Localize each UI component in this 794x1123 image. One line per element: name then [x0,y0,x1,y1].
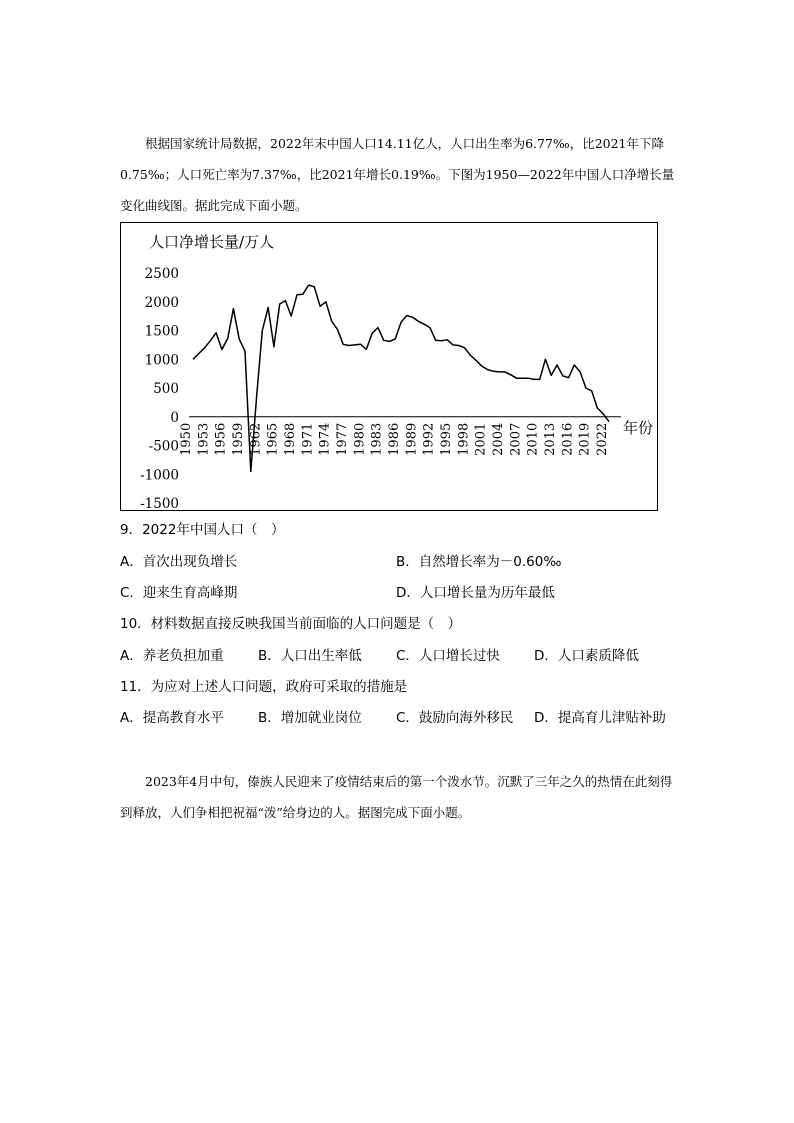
intro-text-2: 2023年4月中旬，傣族人民迎来了疫情结束后的第一个泼水节。沉默了三年之久的热情在此刻得到释放，人们争相把祝福“泼”给身边的人。据图完成下面小题。 [120,774,673,820]
q9-stem: 9．2022年中国人口（ ） [120,522,285,538]
x-tick-label: 1977 [335,422,350,456]
q9-option-a[interactable]: A．首次出现负增长 [120,554,238,570]
x-tick-label: 1959 [231,422,246,456]
q9-option-b[interactable]: B．自然增长率为－0.60‰ [396,554,562,570]
x-tick-label: 1956 [213,422,229,456]
x-tick-label: 2007 [508,422,524,456]
x-tick-label: 2010 [525,422,541,456]
y-tick-label: 2000 [144,294,179,311]
population-chart [120,222,658,511]
x-tick-label: 2016 [560,422,576,456]
x-tick-label: 1983 [369,422,385,456]
x-axis-title: 年份 [623,418,654,437]
x-tick-label: 2013 [543,422,558,456]
y-tick-label: 0 [170,409,179,426]
q11-option-d[interactable]: D．提高育儿津贴补助 [534,710,666,726]
q11-option-c[interactable]: C．鼓励向海外移民 [396,710,514,726]
y-tick-label: 2500 [144,266,179,282]
x-tick-label: 1992 [421,422,437,456]
y-tick-label: -1500 [140,496,179,512]
y-tick-label: 1500 [144,323,179,340]
x-tick-label: 1974 [317,422,333,456]
q10-stem: 10．材料数据直接反映我国当前面临的人口问题是（ ） [120,616,462,632]
q10-option-d[interactable]: D．人口素质降低 [534,648,639,664]
x-tick-label: 1962 [248,422,264,456]
x-tick-label: 1995 [439,422,454,456]
intro-text-1: 根据国家统计局数据，2022年末中国人口14.11亿人，人口出生率为6.77‰，比2021年下降0.75‰；人口死亡率为7.37‰，比2021年增长0.19‰。下图为1950—2022年中国人口净增长量变化曲线图。据此完成下面小题。 [120,136,675,213]
x-tick-label: 2001 [473,422,489,456]
x-tick-label: 1989 [404,422,420,456]
x-tick-label: 1971 [300,422,316,456]
q11-option-a[interactable]: A．提高教育水平 [120,710,224,726]
x-tick-label: 1986 [387,422,402,456]
y-axis-title: 人口净增长量/万人 [149,233,275,251]
q10-option-a[interactable]: A．养老负担加重 [120,648,224,664]
x-tick-label: 1950 [179,422,194,456]
q10-option-c[interactable]: C．人口增长过快 [396,648,500,664]
q9-option-d[interactable]: D．人口增长量为历年最低 [396,585,555,601]
y-tick-label: 1000 [144,352,179,369]
x-tick-label: 1998 [456,422,472,456]
y-tick-label: -500 [148,438,179,455]
x-tick-label: 1953 [196,422,212,456]
x-tick-label: 1965 [265,422,281,456]
intro-paragraph-2 [120,766,675,828]
q11-stem: 11．为应对上述人口问题，政府可采取的措施是 [120,679,408,695]
y-tick-label: 500 [153,381,179,397]
x-tick-label: 1968 [283,422,298,456]
y-tick-label: -1000 [140,467,179,484]
chart-svg [121,223,659,512]
x-tick-label: 2019 [577,422,593,456]
x-tick-label: 2004 [491,422,506,456]
q11-option-b[interactable]: B．增加就业岗位 [258,710,362,726]
q10-option-b[interactable]: B．人口出生率低 [258,648,362,664]
x-tick-label: 2022 [595,422,610,456]
q9-option-c[interactable]: C．迎来生育高峰期 [120,585,238,601]
intro-paragraph-1 [120,128,675,221]
x-tick-label: 1980 [352,422,368,456]
